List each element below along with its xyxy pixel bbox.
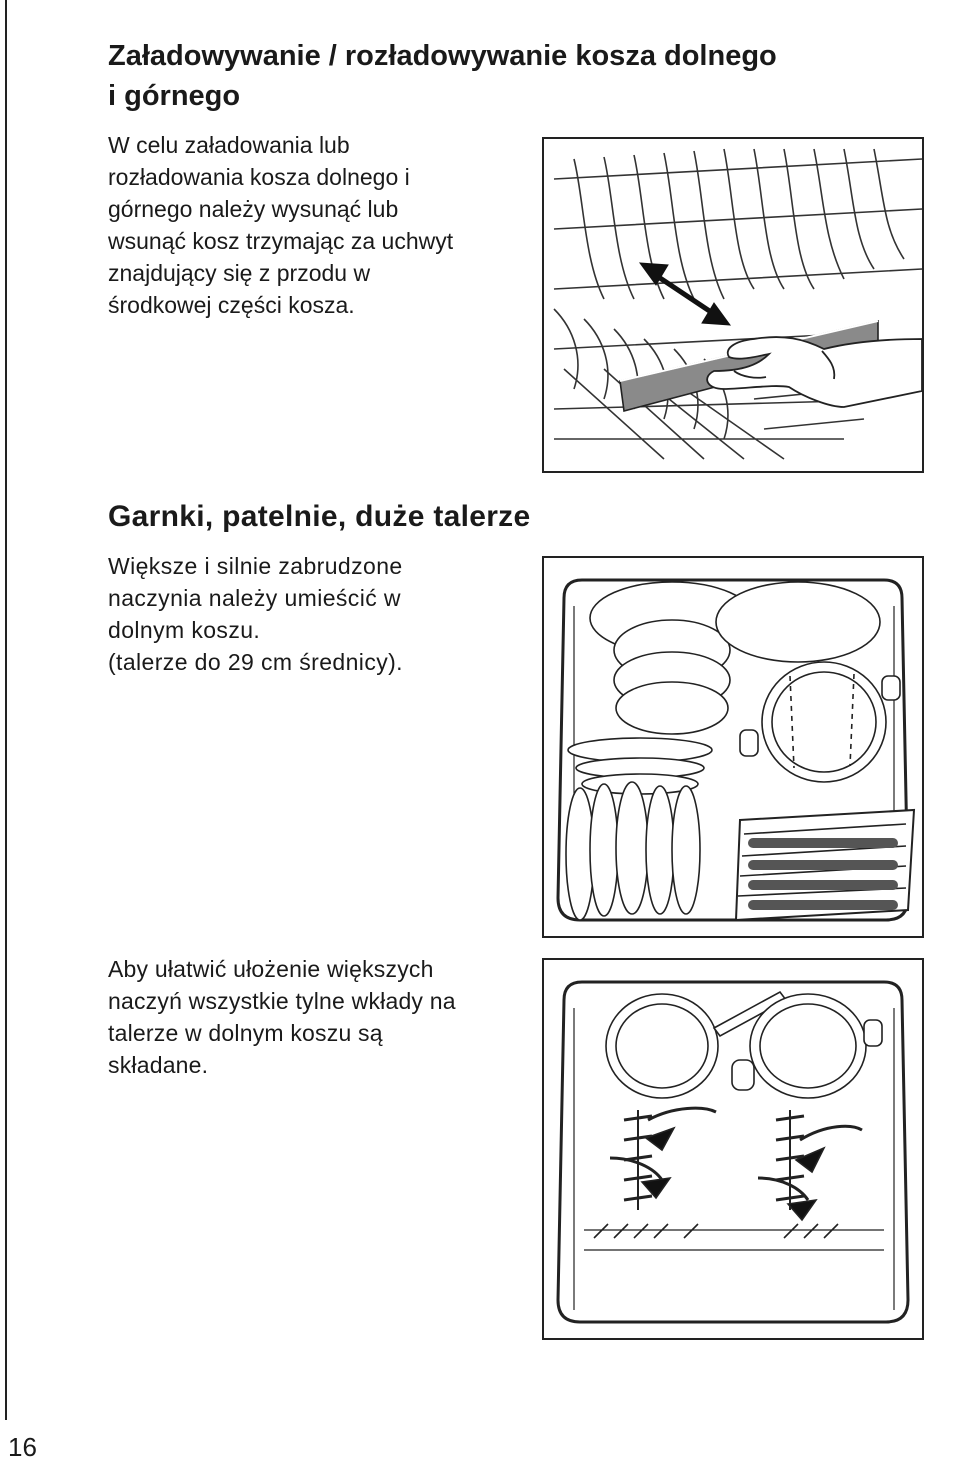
text-line: rozładowania kosza dolnego i bbox=[108, 164, 410, 190]
section-title-loading bbox=[108, 36, 928, 116]
page-number: 16 bbox=[8, 1432, 37, 1462]
folding-racks-instructions bbox=[108, 953, 456, 1081]
text-line: naczyń wszystkie tylne wkłady na bbox=[108, 988, 456, 1014]
upright-plates-icon bbox=[566, 782, 700, 920]
basket-handle-illustration bbox=[542, 137, 924, 473]
text-line: W celu załadowania lub bbox=[108, 132, 350, 158]
loading-instructions bbox=[108, 129, 453, 321]
pan-icon bbox=[606, 992, 882, 1098]
hand-icon bbox=[707, 337, 922, 407]
double-arrow-icon bbox=[640, 263, 730, 325]
fold-arrows-icon bbox=[610, 1108, 862, 1220]
lower-basket-illustration bbox=[542, 556, 924, 938]
title-line: i górnego bbox=[108, 80, 241, 112]
text-line: talerze w dolnym koszu są bbox=[108, 1020, 383, 1046]
cutlery-basket-icon bbox=[736, 810, 914, 920]
text-line: naczynia należy umieścić w bbox=[108, 585, 401, 611]
text-line: składane. bbox=[108, 1052, 209, 1078]
text-line: znajdujący się z przodu w bbox=[108, 260, 371, 286]
lid-icon bbox=[716, 582, 880, 662]
text-line: wsunąć kosz trzymając za uchwyt bbox=[108, 228, 454, 254]
pot-icon bbox=[740, 662, 900, 782]
text-line: Aby ułatwić ułożenie większych bbox=[108, 956, 434, 982]
text-line: dolnym koszu. bbox=[108, 617, 261, 643]
text-line: Większe i silnie zabrudzone bbox=[108, 553, 403, 579]
rack-wires-icon bbox=[554, 149, 922, 459]
title-line: Załadowywanie / rozładowywanie kosza dolnego bbox=[108, 40, 777, 72]
margin-rule bbox=[5, 0, 7, 1420]
text-line: środkowej części kosza. bbox=[108, 292, 355, 318]
section-title-pots-pans: Garnki, patelnie, duże talerze bbox=[108, 500, 531, 533]
folding-racks-illustration bbox=[542, 958, 924, 1340]
text-line: górnego należy wysunąć lub bbox=[108, 196, 399, 222]
text-line: (talerze do 29 cm średnicy). bbox=[108, 649, 403, 675]
pots-pans-instructions bbox=[108, 550, 403, 678]
